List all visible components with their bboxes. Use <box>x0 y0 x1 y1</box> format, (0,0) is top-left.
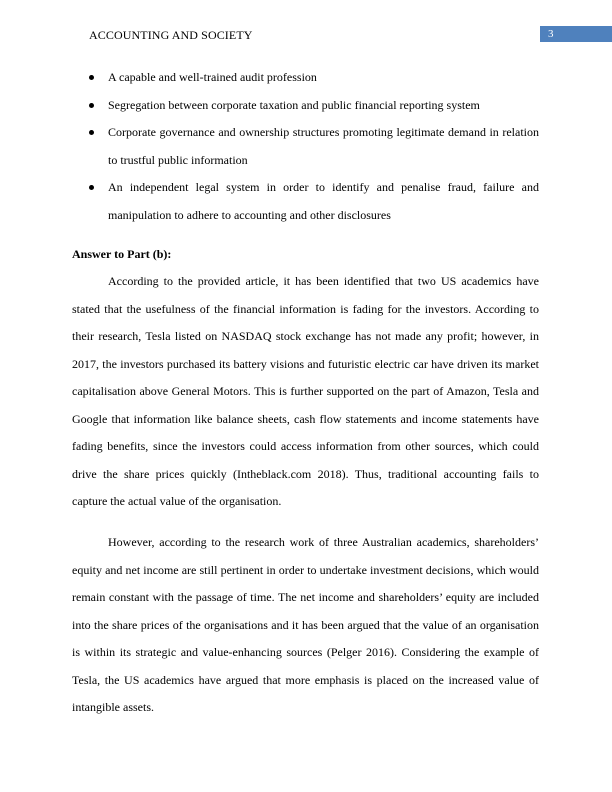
bullet-text: An independent legal system in order to identify and penalise fraud, failure and manipulation to adhere to accounting and other disclosures <box>108 180 539 222</box>
bullet-item <box>89 92 539 120</box>
bullet-dot-icon <box>89 103 94 108</box>
bullet-item <box>89 119 539 174</box>
bullet-dot-icon <box>89 185 94 190</box>
bullet-text: A capable and well-trained audit profession <box>108 70 317 84</box>
section-heading: Answer to Part (b): <box>72 247 172 261</box>
bullet-item <box>89 64 539 92</box>
body-paragraph: According to the provided article, it has been identified that two US academics have stated that the usefulness of the financial information is fading for the investors. According to their research, Tesla listed on NASDAQ stock exchange has not made any profit; however, in 2017, the investors purchased its battery visions and futuristic electric car have driven its market capitalisation above General Motors. This is further supported on the part of Amazon, Tesla and Google that information like balance sheets, cash flow statements and income statements have fading benefits, since the investors could access information from other sources, which could drive the share prices quickly (Intheblack.com 2018). Thus, traditional accounting fails to capture the actual value of the organisation. <box>72 274 539 508</box>
running-header-title: ACCOUNTING AND SOCIETY <box>89 28 253 42</box>
body-paragraph: However, according to the research work of three Australian academics, shareholders’ equity and net income are still pertinent in order to undertake investment decisions, which would remain constant with the passage of time. The net income and shareholders’ equity are included into the share prices of the organisations and it has been argued that the value of an organisation is within its strategic and value-enhancing sources (Pelger 2016). Considering the example of Tesla, the US academics have argued that more emphasis is placed on the increased value of intangible assets. <box>72 535 539 714</box>
bullet-text: Segregation between corporate taxation and public financial reporting system <box>108 97 480 112</box>
bullet-list <box>89 64 539 229</box>
bullet-text: Corporate governance and ownership structures promoting legitimate demand in relation to trustful public information <box>108 125 539 167</box>
bullet-dot-icon <box>89 130 94 135</box>
bullet-item <box>89 174 539 229</box>
page-number: 3 <box>540 26 612 42</box>
bullet-dot-icon <box>89 75 94 80</box>
